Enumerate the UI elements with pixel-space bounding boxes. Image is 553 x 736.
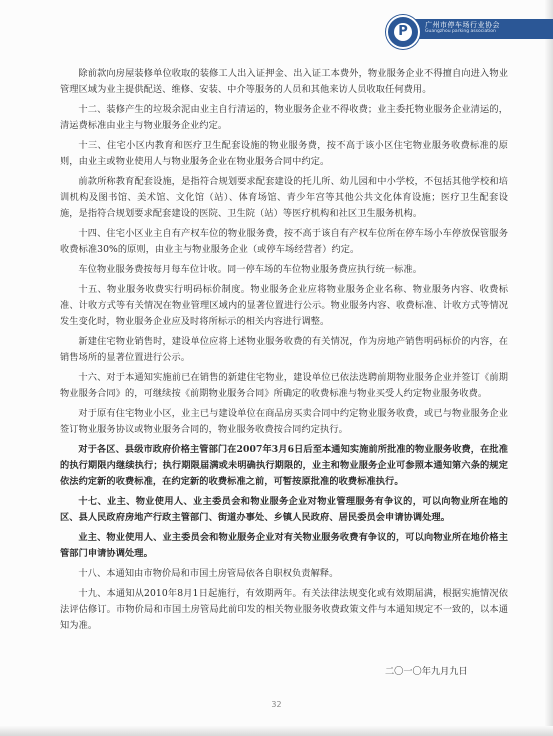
page-number: 32 (271, 700, 282, 709)
paragraph: 新建住宅物业销售时，建设单位应将上述物业服务收费的有关情况，作为房地产销售明码标价的内容，在销售场所的显著位置进行公示。 (60, 336, 508, 363)
paragraph: 前款所称教育配套设施，是指符合规划要求配套建设的托儿所、幼儿园和中小学校，不包括其他学校和培训机构及图书馆、美术馆、文化馆（站）、体育场馆、青少年宫等其他公共文化体育设施；医疗卫生配套设施，是指符合规划要求配套建设的医院、卫生院（站）等医疗机构和社区卫生服务机构。 (60, 176, 508, 219)
paragraph: 十七、业主、物业使用人、业主委员会和物业服务企业对物业管理服务有争议的，可以向物业所在地的区、县人民政府房地产行政主管部门、街道办事处、乡镇人民政府、居民委员会申请协调处理。 (60, 496, 508, 523)
paragraph: 业主、物业使用人、业主委员会和物业服务企业对有关物业服务收费有争议的，可以向物业所在地价格主管部门申请协调处理。 (60, 532, 508, 559)
paragraph: 十六、对于本通知实施前已在销售的新建住宅物业，建设单位已依法选聘前期物业服务企业并签订《前期物业服务合同》的，可继续按《前期物业服务合同》所确定的收费标准与物业买受人约定物业服务收费。 (60, 372, 508, 399)
paragraph: 对于原有住宅物业小区，业主已与建设单位在商品房买卖合同中约定物业服务收费，或已与物业服务企业签订物业服务协议或物业服务合同的，物业服务收费按合同约定执行。 (60, 408, 508, 435)
paragraph: 车位物业服务费按每月每车位计收。同一停车场的车位物业服务费应执行统一标准。 (78, 264, 423, 275)
paragraph: 十三、住宅小区内教育和医疗卫生配套设施的物业服务费，按不高于该小区住宅物业服务收费标准的原则，由业主或物业使用人与物业服务企业在物业服务合同中约定。 (60, 140, 508, 167)
document-body (60, 66, 508, 638)
paragraph: 十八、本通知由市物价局和市国土房管局依各自职权负责解释。 (78, 568, 339, 579)
header-title: 广州市停车场行业协会 (425, 21, 500, 29)
paragraph: 十五、物业服务收费实行明码标价制度。物业服务企业应将物业服务企业名称、物业服务内容、收费标准、计收方式等有关情况在物业管理区域内的显著位置进行公示。物业服务内容、收费标准、计收方式等情况发生变化时，物业服务企业应及时将所标示的相关内容进行调整。 (60, 284, 508, 327)
paragraph: 除前款向房屋装修单位收取的装修工人出入证押金、出入证工本费外，物业服务企业不得擅自向进入物业管理区域为业主提供配送、维修、安装、中介等服务的人员和其他来访人员收取任何费用。 (60, 68, 508, 95)
page-bottom-shadow (0, 726, 553, 736)
paragraph: 对于各区、县级市政府价格主管部门在2007年3月6日后至本通知实施前所批准的物业服务收费，在批准的执行期限内继续执行；执行期限届满或未明确执行期限的，业主和物业服务企业可参照本通知第六条的规定依法约定新的收费标准，在约定新的收费标准之前，可暂按原批准的收费标准执行。 (60, 444, 508, 487)
page-edge-shadow (545, 0, 553, 736)
association-logo (386, 15, 420, 49)
header-subtitle: Guangzhou parking association (425, 29, 496, 34)
paragraph: 十九、本通知从2010年8月1日起施行，有效期两年。有关法律法规变化或有效期届满，根据实施情况依法评估修订。市物价局和市国土房管局此前印发的相关物业服务收费政策文件与本通知规定不一致的，以本通知为准。 (60, 588, 508, 631)
paragraph: 十四、住宅小区业主自有产权车位的物业服务费，按不高于该自有产权车位所在停车场小车停放保管服务收费标准30%的原则，由业主与物业服务企业（或停车场经营者）约定。 (60, 228, 508, 255)
parking-p-icon: P (394, 23, 412, 41)
document-date: 二〇一〇年九月九日 (385, 666, 468, 677)
paragraph: 十二、装修产生的垃圾余泥由业主自行清运的，物业服务企业不得收费；业主委托物业服务企业清运的，清运费标准由业主与物业服务企业约定。 (60, 104, 508, 131)
